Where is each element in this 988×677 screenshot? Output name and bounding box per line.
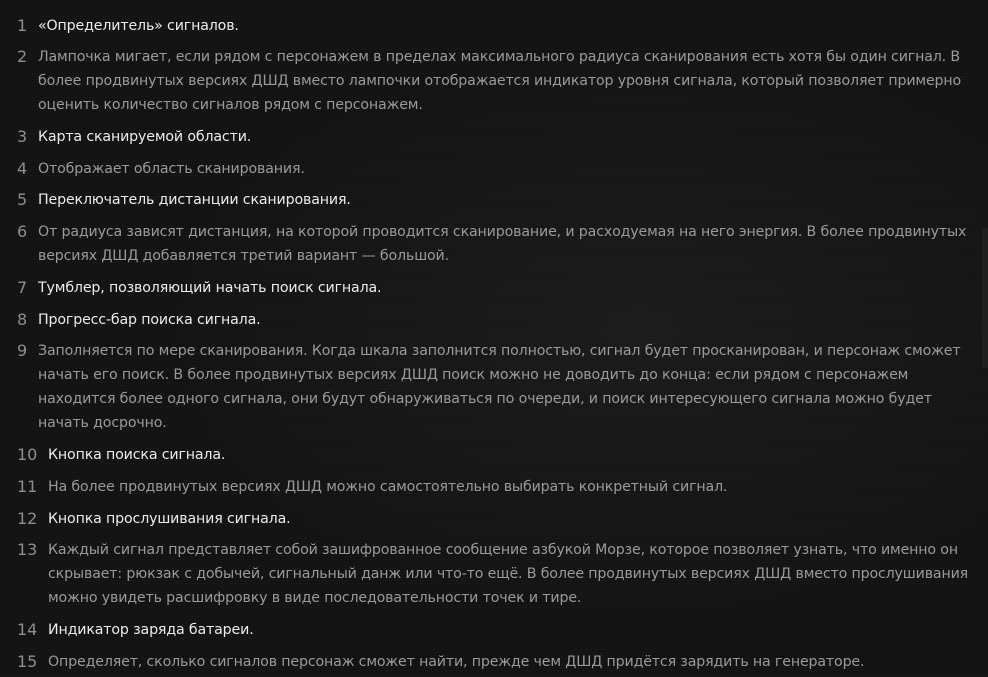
item-number: 14 — [17, 620, 38, 639]
item-number: 9 — [17, 341, 28, 360]
item-description: Отображает область сканирования. — [38, 161, 305, 177]
item-number: 8 — [17, 310, 28, 329]
item-title: Прогресс-бар поиска сигнала. — [38, 312, 261, 328]
item-number: 2 — [17, 47, 28, 66]
item-title: Переключатель дистанции сканирования. — [38, 192, 351, 208]
scrollbar-thumb[interactable] — [982, 228, 988, 368]
item-number: 7 — [17, 278, 28, 297]
item-description: Лампочка мигает, если рядом с персонажем в пределах максимального радиуса сканирования есть хотя бы один сигнал. В более продвинутых версиях ДШД вместо лампочки отображается индикатор уровня сигнала, который позволяет примерно оценить количество сигналов рядом с персонажем. — [38, 49, 962, 113]
item-title: Кнопка поиска сигнала. — [48, 447, 226, 463]
item-title: Тумблер, позволяющий начать поиск сигнала. — [38, 280, 382, 296]
item-description: От радиуса зависят дистанция, на которой проводится сканирование, и расходуемая на него энергия. В более продвинутых версиях ДШД добавляется третий вариант — большой. — [38, 224, 967, 264]
item-description: Заполняется по мере сканирования. Когда шкала заполнится полностью, сигнал будет просканирован, и персонаж сможет начать его поиск. В более продвинутых версиях ДШД поиск можно не доводить до конца: если рядом с персонажем находится более одного сигнала, они будут обнаруживаться по очереди, и поиск интересующего сигнала можно будет начать досрочно. — [38, 343, 961, 431]
item-title: «Определитель» сигналов. — [38, 18, 239, 34]
item-number: 11 — [17, 477, 38, 496]
item-number: 4 — [17, 159, 28, 178]
item-number: 1 — [17, 16, 28, 35]
item-number: 12 — [17, 509, 38, 528]
item-number: 15 — [17, 652, 38, 671]
item-description: Определяет, сколько сигналов персонаж сможет найти, прежде чем ДШД придётся зарядить на генераторе. — [48, 654, 865, 670]
item-number: 6 — [17, 222, 28, 241]
item-title: Кнопка прослушивания сигнала. — [48, 511, 291, 527]
item-number: 3 — [17, 127, 28, 146]
item-description: На более продвинутых версиях ДШД можно самостоятельно выбирать конкретный сигнал. — [48, 479, 728, 495]
item-title: Карта сканируемой области. — [38, 129, 252, 145]
item-number: 13 — [17, 540, 38, 559]
item-number: 10 — [17, 445, 38, 464]
item-number: 5 — [17, 190, 28, 209]
item-title: Индикатор заряда батареи. — [48, 622, 254, 638]
item-description: Каждый сигнал представляет собой зашифрованное сообщение азбукой Морзе, которое позволяет узнать, что именно он скрывает: рюкзак с добычей, сигнальный данж или что-то ещё. В более продвинутых версиях ДШД вместо прослушивания можно увидеть расшифровку в виде последовательности точек и тире. — [48, 542, 969, 606]
